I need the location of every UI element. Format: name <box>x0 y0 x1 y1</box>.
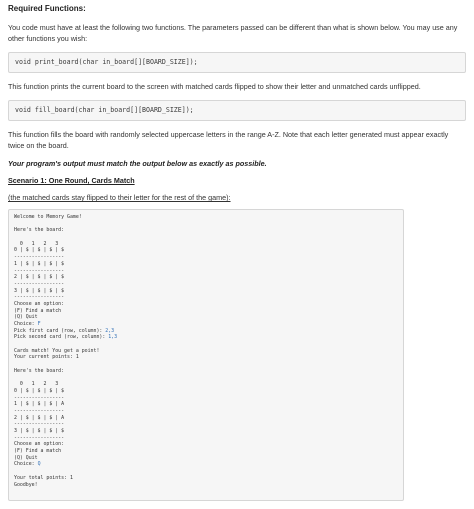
console-line <box>14 348 398 355</box>
console-line <box>14 247 398 254</box>
console-line <box>14 221 398 228</box>
console-line-text: (Q) Quit <box>14 454 38 461</box>
console-line <box>14 461 398 468</box>
intro-text: You code must have at least the following two functions. The parameters passed can be different than what is shown below. You may use any other functions you wish: <box>8 23 458 43</box>
console-line-text: 0 | $ | $ | $ | $ <box>14 247 65 254</box>
console-line-text: 1 | $ | $ | $ | A <box>14 401 65 408</box>
console-line-text: Pick first card (row, column): <box>14 327 106 334</box>
console-line <box>14 421 398 428</box>
console-line-text: (F) Find a match <box>14 307 62 314</box>
console-line <box>14 475 398 482</box>
console-line <box>14 455 398 462</box>
console-line-text: Goodbye! <box>14 481 38 488</box>
console-line <box>14 308 398 315</box>
section-heading: Required Functions: <box>8 4 86 13</box>
console-line <box>14 328 398 335</box>
console-line <box>14 301 398 308</box>
console-line-text: Your total points: 1 <box>14 474 73 481</box>
console-line-text: 3 | $ | $ | $ | $ <box>14 287 65 294</box>
console-line-text: 2 | $ | $ | $ | $ <box>14 274 65 281</box>
console-line-text: 0 | $ | $ | $ | $ <box>14 387 65 394</box>
console-line-text: ----------------- <box>14 254 65 261</box>
console-user-input: F <box>37 321 41 327</box>
console-line <box>14 408 398 415</box>
console-line <box>14 375 398 382</box>
console-user-input: 2,3 <box>105 327 115 334</box>
console-line <box>14 401 398 408</box>
scenario-title: Scenario 1: One Round, Cards Match <box>8 176 135 185</box>
fill-board-description: This function fills the board with randomly selected uppercase letters in the range A-Z. Note that each letter generated must appear exactly twice on the board. <box>8 130 449 150</box>
console-line-text: (Q) Quit <box>14 314 38 321</box>
console-line <box>14 381 398 388</box>
console-line <box>14 368 398 375</box>
console-line-text: 0 1 2 3 <box>14 240 59 247</box>
console-line <box>14 254 398 261</box>
console-line <box>14 441 398 448</box>
console-line <box>14 227 398 234</box>
console-line <box>14 321 398 328</box>
console-line-text: Here's the board: <box>14 227 65 234</box>
scenario-subtitle: (the matched cards stay flipped to their letter for the rest of the game): <box>8 193 231 202</box>
console-line-text: Choice: <box>14 321 38 327</box>
console-line-text: ----------------- <box>14 267 65 274</box>
console-line <box>14 288 398 295</box>
console-user-input: Q <box>37 461 41 468</box>
console-line <box>14 334 398 341</box>
fill-board-signature: void fill_board(char in_board[][BOARD_SIZE]); <box>8 100 466 121</box>
print-board-signature: void print_board(char in_board[][BOARD_SIZE]); <box>8 52 466 73</box>
console-line <box>14 214 398 221</box>
console-line-text: ----------------- <box>14 394 65 401</box>
console-line <box>14 435 398 442</box>
console-line <box>14 482 398 489</box>
console-line-text: 3 | $ | $ | $ | $ <box>14 428 65 434</box>
console-line-text: 0 1 2 3 <box>14 381 59 388</box>
console-line <box>14 314 398 321</box>
console-line-text: (F) Find a match <box>14 448 62 455</box>
console-line <box>14 395 398 402</box>
console-line <box>14 241 398 248</box>
console-line <box>14 234 398 241</box>
console-line <box>14 294 398 301</box>
console-line <box>14 274 398 281</box>
console-line-text: Welcome to Memory Game! <box>14 214 82 220</box>
console-line-text: Your current points: 1 <box>14 354 79 361</box>
console-line-text: ----------------- <box>14 280 65 287</box>
output-note: Your program's output must match the output below as exactly as possible. <box>8 159 267 168</box>
console-line <box>14 361 398 368</box>
console-line <box>14 388 398 395</box>
console-line <box>14 281 398 288</box>
console-line-text: ----------------- <box>14 294 65 301</box>
console-line <box>14 354 398 361</box>
console-line-text: Choice: <box>14 461 38 468</box>
console-line-text: Choose an option: <box>14 300 65 307</box>
console-line <box>14 341 398 348</box>
console-user-input: 1,3 <box>108 334 118 341</box>
console-line-text: Choose an option: <box>14 441 65 448</box>
console-line-text: 1 | $ | $ | $ | $ <box>14 260 65 267</box>
console-line <box>14 448 398 455</box>
console-line <box>14 268 398 275</box>
console-line-text: ----------------- <box>14 407 65 414</box>
console-line-text: Cards match! You get a point! <box>14 347 100 354</box>
console-line-text: Here's the board: <box>14 367 65 374</box>
console-line <box>14 428 398 435</box>
console-line-text: Pick second card (row, column): <box>14 334 109 341</box>
console-line <box>14 261 398 268</box>
console-line <box>14 415 398 422</box>
console-line-text: ----------------- <box>14 421 65 428</box>
console-line-text: 2 | $ | $ | $ | A <box>14 414 65 421</box>
print-board-description: This function prints the current board to the screen with matched cards flipped to show their letter and unmatched cards unflipped. <box>8 82 421 91</box>
console-output <box>8 209 404 501</box>
console-line <box>14 468 398 475</box>
console-line-text: ----------------- <box>14 434 65 441</box>
